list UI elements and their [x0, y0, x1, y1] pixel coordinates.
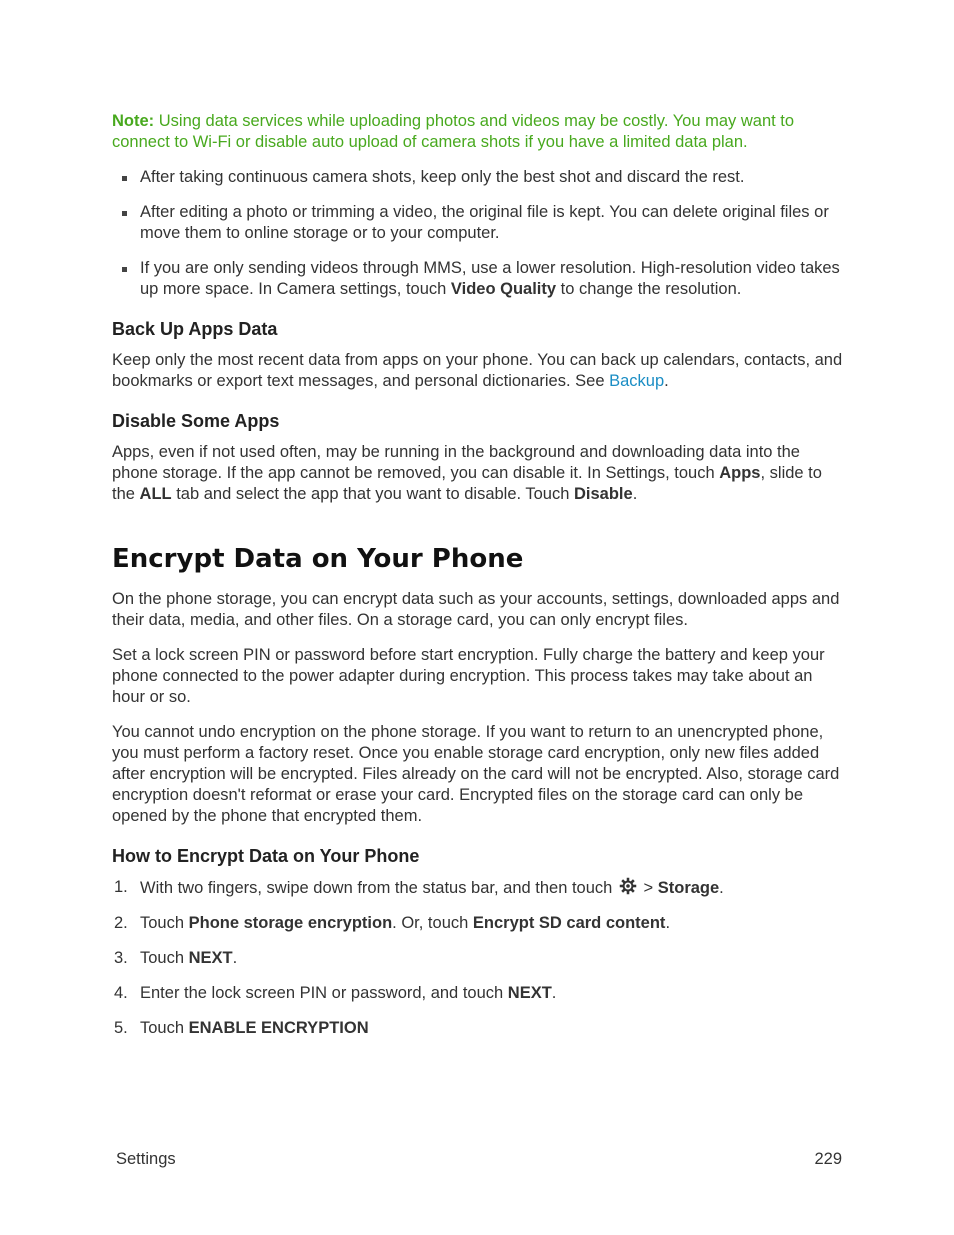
bullet-icon — [122, 176, 127, 181]
disable-paragraph — [112, 442, 847, 505]
disable-label: Disable — [574, 485, 633, 503]
step-text: Touch — [140, 914, 189, 932]
step-item-4 — [112, 983, 847, 1004]
note-label: Note: — [112, 112, 155, 130]
note-text: Using data services while uploading photos and videos may be costly. You may want to connect to Wi-Fi or disable auto upload of camera shots if you have a limited data plan. — [112, 112, 795, 151]
list-item-text: If you are only sending videos through MMS, use a lower resolution. High-resolution video takes up more space. In Camera settings, touch — [140, 259, 840, 298]
step-text-end: . — [232, 949, 238, 967]
step-item-3 — [112, 948, 847, 969]
step-number: 4. — [114, 984, 128, 1002]
next-label: NEXT — [188, 949, 233, 967]
bullet-icon — [122, 211, 127, 216]
backup-text-end: . — [664, 372, 669, 390]
next-label: NEXT — [507, 984, 552, 1002]
encrypt-paragraph-3: You cannot undo encryption on the phone storage. If you want to return to an unencrypted phone, you must perform a factory reset. Once you enable storage card encryption, only new files added after encryption will be encrypted. Files already on the card will not be encrypted. Also, storage card encryption doesn't reformat or erase your card. Encrypted files on the storage card can only be opened by the phone that encrypted them. — [112, 723, 840, 825]
steps-list — [112, 877, 847, 1039]
list-item — [112, 167, 847, 188]
disable-text-1: Apps, even if not used often, may be running in the background and downloading data into the phone storage. If the app cannot be removed, you can disable it. In Settings, touch — [112, 443, 800, 482]
step-text-end: . — [665, 914, 671, 932]
list-item-text-end: to change the resolution. — [556, 280, 742, 298]
list-item-text: After editing a photo or trimming a video, the original file is kept. You can delete original files or move them to online storage or to your computer. — [140, 203, 829, 242]
step-item-1 — [112, 877, 847, 899]
step-item-2 — [112, 913, 847, 934]
enable-encryption-label: ENABLE ENCRYPTION — [188, 1019, 369, 1037]
backup-heading: Back Up Apps Data — [112, 319, 278, 339]
encrypt-paragraph-1: On the phone storage, you can encrypt data such as your accounts, settings, downloaded apps and their data, media, and other files. On a storage card, you can only encrypt files. — [112, 590, 840, 629]
step-item-5 — [112, 1018, 847, 1039]
step-text-end: . — [551, 984, 557, 1002]
page-content — [112, 111, 847, 1053]
video-quality-label: Video Quality — [450, 280, 557, 298]
disable-text-2: , slide to the — [112, 464, 822, 503]
step-text: Touch — [140, 949, 189, 967]
bullet-icon — [122, 267, 127, 272]
step-text: With two fingers, swipe down from the status bar, and then touch — [140, 879, 617, 897]
list-item — [112, 202, 847, 244]
all-label: ALL — [139, 485, 172, 503]
step-number: 1. — [114, 878, 128, 896]
list-item-text: After taking continuous camera shots, keep only the best shot and discard the rest. — [140, 168, 745, 186]
phone-storage-encryption-label: Phone storage encryption — [188, 914, 393, 932]
backup-link[interactable]: Backup — [609, 372, 665, 390]
storage-label: Storage — [657, 879, 720, 897]
page-number: 229 — [814, 1150, 842, 1168]
step-number: 5. — [114, 1019, 128, 1037]
step-text-end: . — [719, 879, 724, 897]
step-number: 3. — [114, 949, 128, 967]
step-text-mid: > — [638, 879, 658, 897]
tips-list — [112, 167, 847, 300]
step-number: 2. — [114, 914, 128, 932]
step-text: Enter the lock screen PIN or password, and touch — [140, 984, 508, 1002]
gear-icon — [619, 877, 637, 895]
encrypt-title: Encrypt Data on Your Phone — [112, 544, 524, 574]
step-text-mid: . Or, touch — [392, 914, 473, 932]
step-text: Touch — [140, 1019, 189, 1037]
backup-paragraph — [112, 350, 847, 392]
apps-label: Apps — [719, 464, 761, 482]
list-item — [112, 258, 847, 300]
encrypt-sd-card-label: Encrypt SD card content — [472, 914, 666, 932]
backup-text: Keep only the most recent data from apps on your phone. You can back up calendars, contacts, and bookmarks or export text messages, and personal dictionaries. See — [112, 351, 843, 390]
howto-heading: How to Encrypt Data on Your Phone — [112, 846, 420, 866]
disable-text-3: tab and select the app that you want to disable. Touch — [171, 485, 574, 503]
encrypt-paragraph-2: Set a lock screen PIN or password before start encryption. Fully charge the battery and keep your phone connected to the power adapter during encryption. This process takes may take about an hour or so. — [112, 646, 825, 706]
disable-heading: Disable Some Apps — [112, 411, 280, 431]
note-paragraph — [112, 111, 847, 153]
footer-section: Settings — [116, 1150, 176, 1168]
disable-text-4: . — [632, 485, 638, 503]
